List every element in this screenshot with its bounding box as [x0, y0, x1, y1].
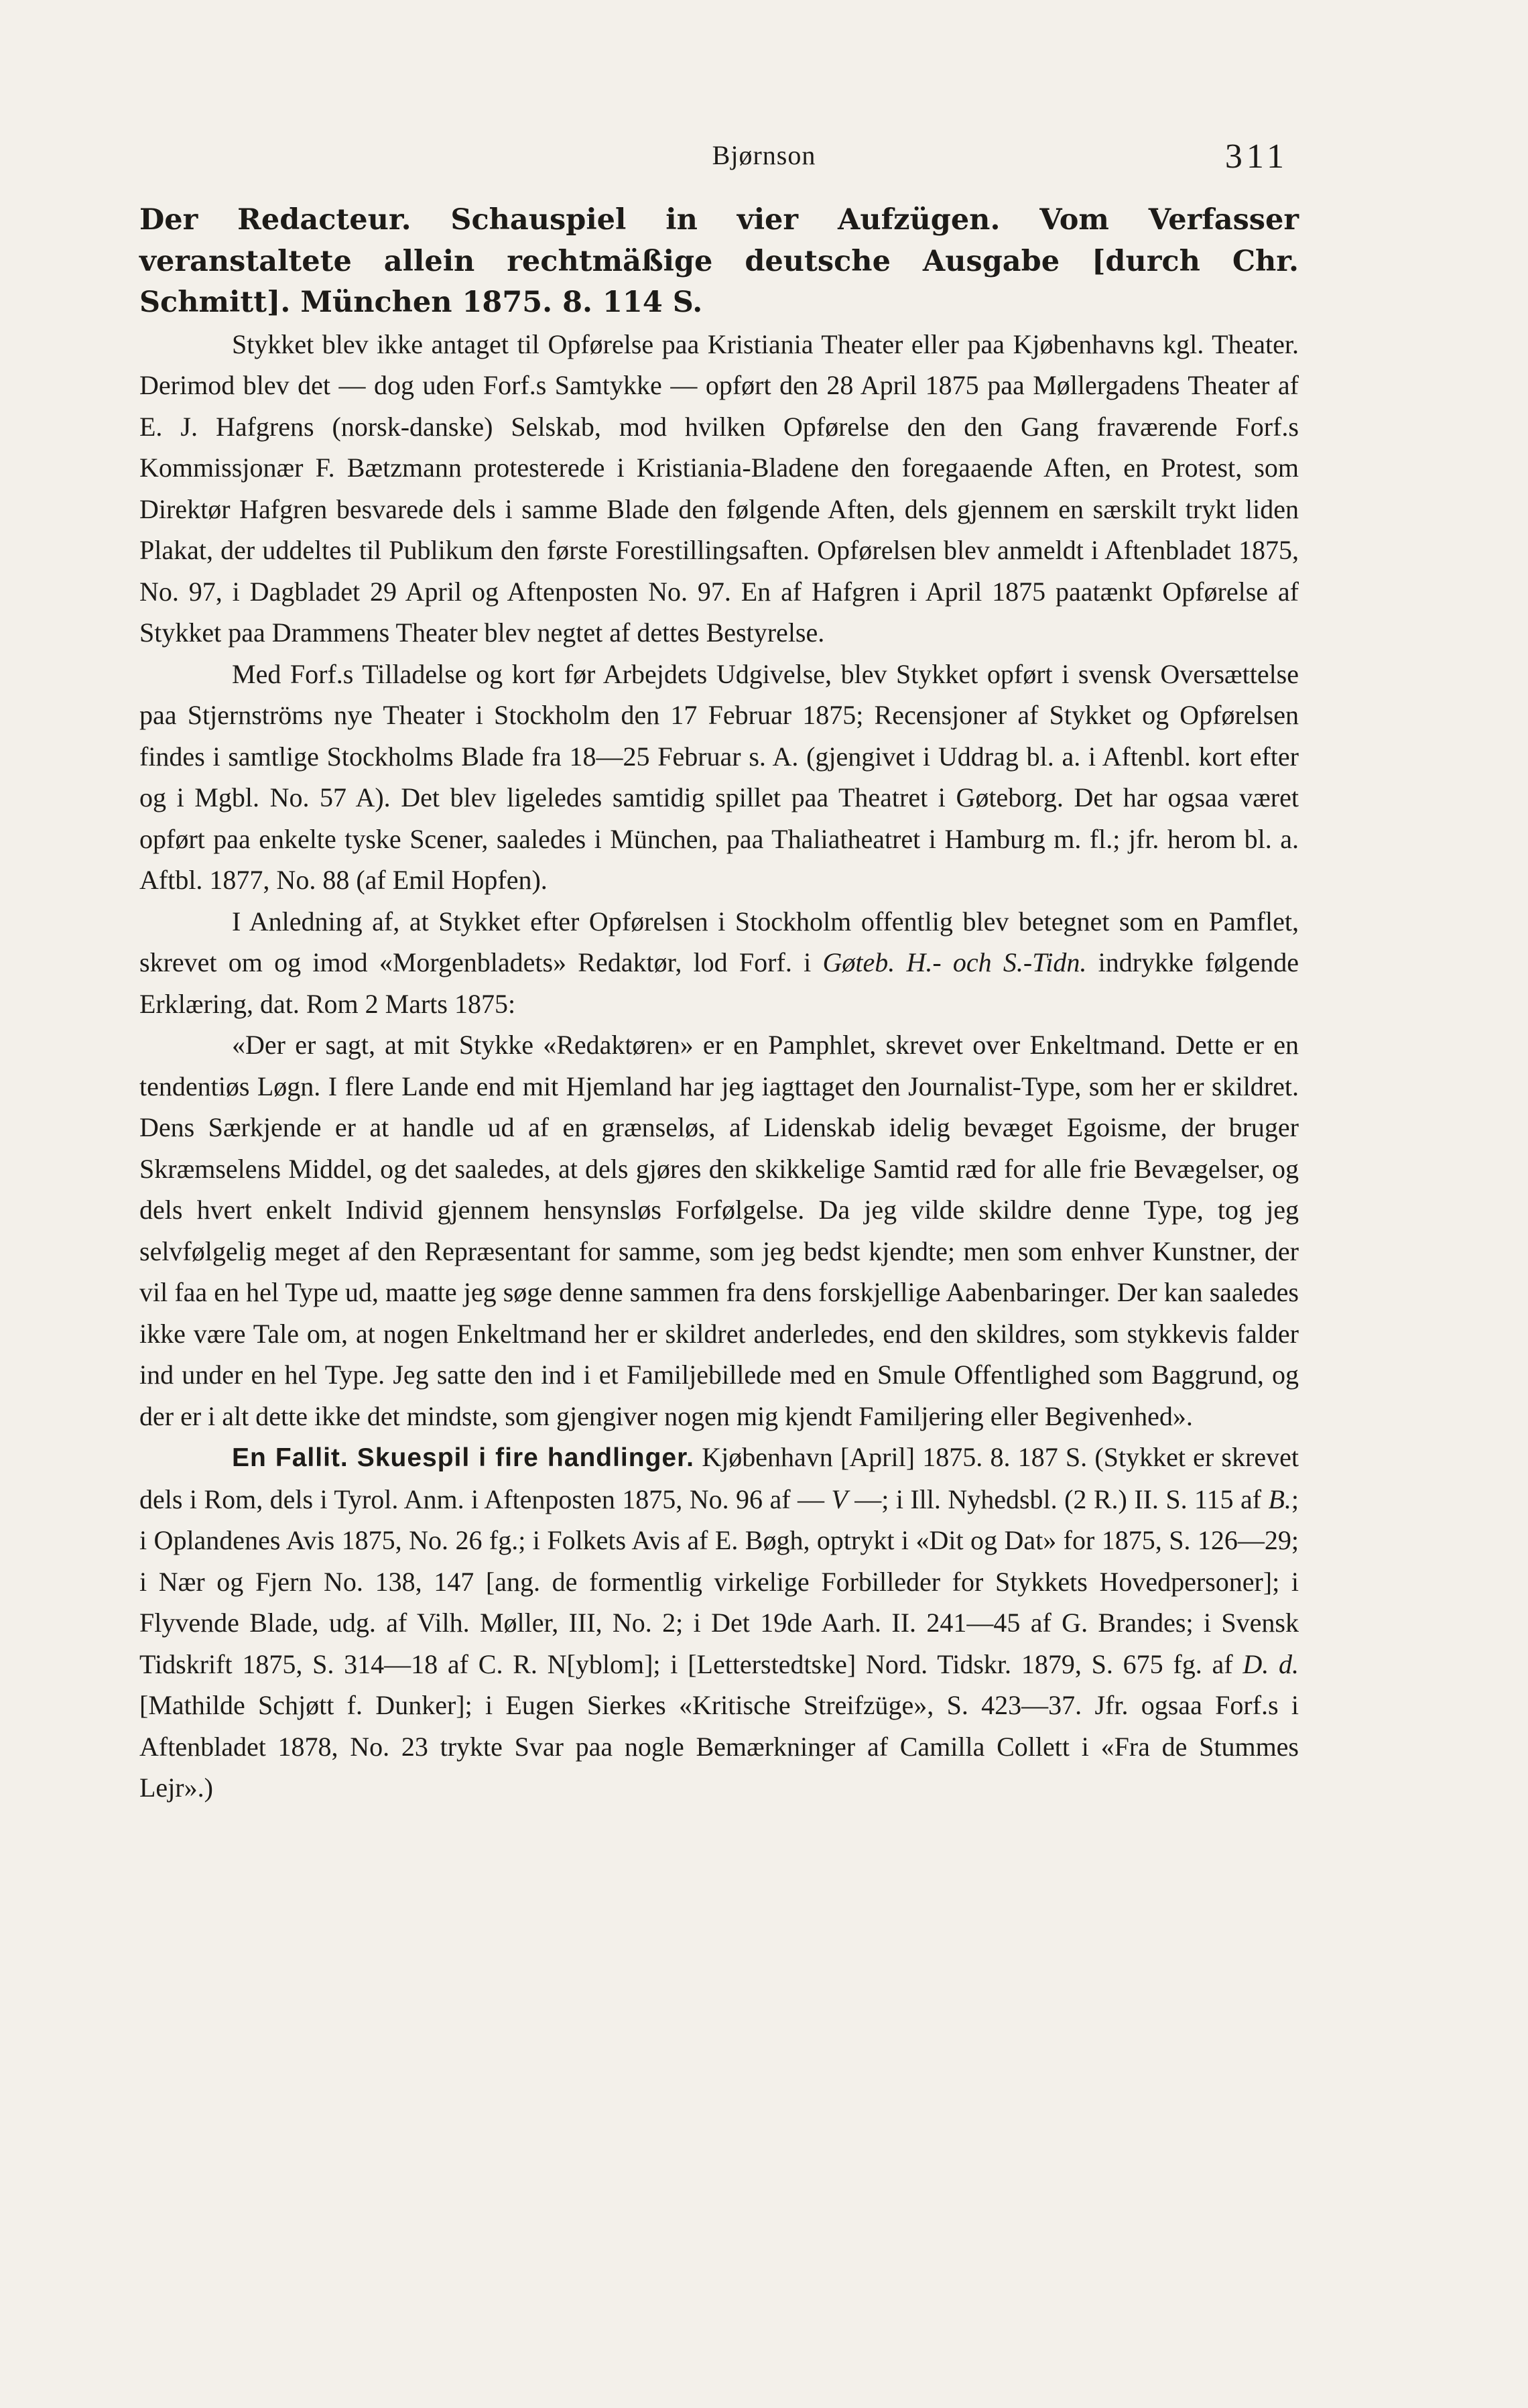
running-head: Bjørnson [712, 140, 816, 170]
entry-heading-redacteur: Der Redacteur. Schauspiel in vier Aufzügen. Vom Verfasser veranstaltete allein rechtmäßige deutsche Ausgabe [durch Chr. Schmitt]. München 1875. 8. 114 S. [139, 203, 1299, 319]
fallit-italic-dd: D. d. [1243, 1648, 1299, 1679]
page-number: 311 [1224, 137, 1288, 176]
fallit-italic-b: B. [1268, 1484, 1291, 1514]
fallit-text-c: ; i Oplandenes Avis 1875, No. 26 fg.; i Folkets Avis af E. Bøgh, optrykt i «Dit og Dat» for 1875, S. 126—29; i Nær og Fjern No. 138, 147 [ang. de formentlig virkelige Forbilleder for Stykkets Hovedpersoner]; i Flyvende Blade, udg. af Vilh. Møller, III, No. 2; i Det 19de Aarh. II. 241—45 af G. Brandes; i Svensk Tidskrift 1875, S. 314—18 af C. R. N[yblom]; i [Letterstedtske] Nord. Tidskr. 1879, S. 675 fg. af [139, 1484, 1299, 1679]
paragraph-swedish-performance: Med Forf.s Tilladelse og kort før Arbejdets Udgivelse, blev Stykket opført i svensk Oversættelse paa Stjernströms nye Theater i Stockholm den 17 Februar 1875; Recensjoner af Stykket og Opførelsen findes i samtlige Stockholms Blade fra 18—25 Februar s. A. (gjengivet i Uddrag bl. a. i Aftenbl. kort efter og i Mgbl. No. 57 A). Det blev ligeledes samtidig spillet paa Theatret i Gøteborg. Det har ogsaa været opført paa enkelte tyske Scener, saaledes i München, paa Thaliatheatret i Hamburg m. fl.; jfr. herom bl. a. Aftbl. 1877, No. 88 (af Emil Hopfen). [139, 658, 1299, 895]
declaration-intro-text: I Anledning af, at Stykket efter Opførelsen i Stockholm offentlig blev betegnet som en Pamflet, skrevet om og imod «Morgenbladets» Redaktør, lod Forf. i [139, 906, 1299, 977]
body-text [139, 200, 1299, 1809]
fallit-text-b: —; i Ill. Nyhedsbl. (2 R.) II. S. 115 af [847, 1484, 1269, 1514]
fallit-text-a: Kjøbenhavn [April] 1875. 8. 187 S. (Stykket er skrevet dels i Rom, dels i Tyrol. Anm. i Aftenposten 1875, No. 96 af — [139, 1442, 1299, 1514]
paragraph-performance-history: Stykket blev ikke antaget til Opførelse paa Kristiania Theater eller paa Kjøbenhavns kgl. Theater. Derimod blev det — dog uden Forf.s Samtykke — opført den 28 April 1875 paa Møllergadens Theater af E. J. Hafgrens (norsk-danske) Selskab, mod hvilken Opførelse den den Gang fraværende Forf.s Kommissjonær F. Bætzmann protesterede i Kristiania-Bladene den foregaaende Aften, en Protest, som Direktør Hafgren besvarede dels i samme Blade den følgende Aften, dels gjennem en særskilt trykt liden Plakat, der uddeltes til Publikum den første Forestillingsaften. Opførelsen blev anmeldt i Aftenbladet 1875, No. 97, i Dagbladet 29 April og Aftenposten No. 97. En af Hafgren i April 1875 paatænkt Opførelse af Stykket paa Drammens Theater blev negtet af dettes Bestyrelse. [139, 328, 1299, 648]
newspaper-title: Gøteb. H.- och S.-Tidn. [822, 947, 1087, 977]
paragraph-declaration-quote: «Der er sagt, at mit Stykke «Redaktøren» er en Pamphlet, skrevet over Enkeltmand. Dette er en tendentiøs Løgn. I flere Lande end mit Hjemland har jeg iagttaget den Journalist-Type, som her er skildret. Dens Særkjende er at handle ud af en grænseløs, af Lidenskab idelig bevæget Egoisme, der bruger Skræmselens Middel, og det saaledes, at dels gjøres den skikkelige Samtid ræd for alle frie Bevægelser, og dels hvert enkelt Individ gjennem hensynsløs Forfølgelse. Da jeg vilde skildre denne Type, tog jeg selvfølgelig meget af den Repræsentant for samme, som jeg bedst kjendte; men som enhver Kunstner, der vil faa en hel Type ud, maatte jeg søge denne sammen fra dens forskjellige Aabenbaringer. Der kan saaledes ikke være Tale om, at nogen Enkeltmand her er skildret anderledes, end den skildres, som stykkevis falder ind under en hel Type. Jeg satte den ind i et Familjebillede med en Smule Offentlighed som Baggrund, og der er i alt dette ikke det mindste, som gjengiver nogen mig kjendt Familjering eller Begivenhed». [139, 1030, 1299, 1431]
fallit-italic-v: V [831, 1484, 848, 1514]
fallit-text-d: [Mathilde Schjøtt f. Dunker]; i Eugen Sierkes «Kritische Streifzüge», S. 423—37. Jfr. ogsaa Forf.s i Aftenbladet 1878, No. 23 trykte Svar paa nogle Bemærkninger af Camilla Collett i «Fra de Stummes Lejr».) [139, 1690, 1299, 1803]
paragraph-declaration-intro [139, 901, 1299, 1025]
entry-fallit [139, 1437, 1299, 1809]
declaration-intro-end: indrykke følgende Erklæring, dat. Rom 2 Marts 1875: [139, 947, 1299, 1019]
entry-title-fallit: En Fallit. Skuespil i fire handlinger. [232, 1443, 694, 1472]
